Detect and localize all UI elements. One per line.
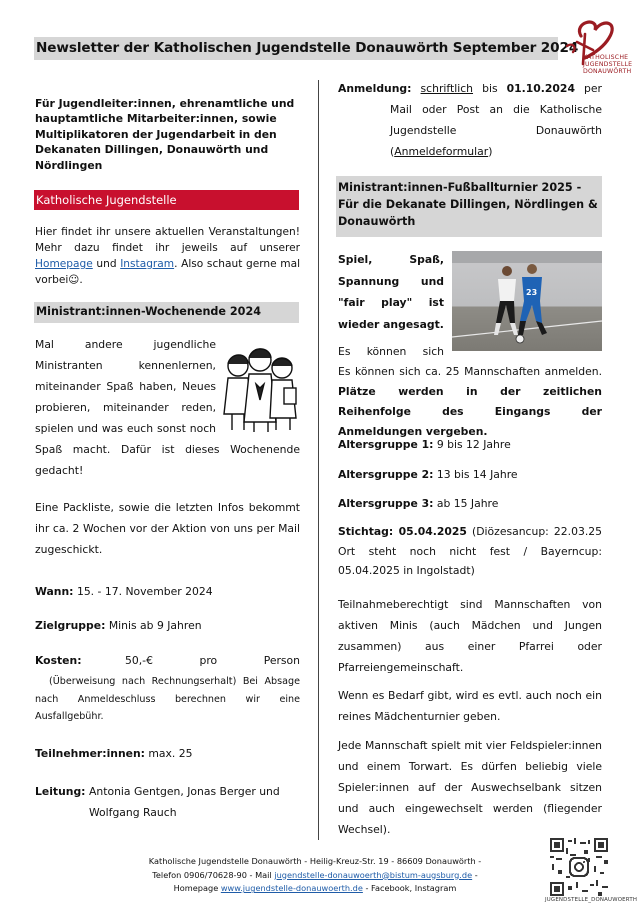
altersgruppe-3: Altersgruppe 3: ab 15 Jahre — [338, 497, 499, 510]
stichtag-text: Stichtag: 05.04.2025 (Diözesancup: 22.03.25 Ort steht noch nicht fest / Bayerncup: 05.04.2025 in Ingolstadt) — [338, 525, 602, 577]
section-heading-fussball: Ministrant:innen-Fußballturnier 2025 - Für die Dekanate Dillingen, Nördlingen & Donauwörth — [336, 176, 602, 237]
bedarf-text: Wenn es Bedarf gibt, wird es evtl. auch noch ein reines Mädchenturnier geben. — [338, 689, 602, 723]
logo-text: KATHOLISCHE JUGENDSTELLE DONAUWÖRTH — [583, 54, 633, 75]
teilnahme-text: Teilnahmeberechtigt sind Mannschaften von aktiven Minis (auch Mädchen und Jungen zusammen) aus einer Pfarrei oder Pfarreiengemeinschaft. — [338, 598, 602, 674]
homepage-link[interactable]: Homepage — [35, 258, 93, 270]
anmeldung-row: Anmeldung: schriftlich bis 01.10.2024 per — [338, 78, 602, 99]
qr-code-label: JUGENDSTELLE_DONAUWOERTH — [545, 897, 638, 903]
column-divider — [318, 80, 319, 840]
leitung-row: Leitung: Antonia Gentgen, Jonas Berger und Wolfgang Rauch — [35, 785, 280, 819]
footer-homepage-link[interactable]: www.jugendstelle-donauwoerth.de — [220, 883, 363, 894]
fussball-para-1: Spiel, Spaß, Spannung und "fair play" ist wieder angesagt. — [338, 253, 444, 331]
teilnehmer-row: Teilnehmer:innen: max. 25 — [35, 747, 193, 760]
page-title: Newsletter der Katholischen Jugendstelle Donauwörth September 2024 — [34, 37, 558, 60]
footer-email-link[interactable]: jugendstelle-donauwoerth@bistum-augsburg.de — [274, 869, 473, 880]
fussball-para-2-lead: Es können sich — [338, 345, 444, 358]
intro-text: Für Jugendleiter:innen, ehrenamtliche und hauptamtliche Mitarbeiter:innen, sowie Multiplikatoren der Jugendarbeit in den Dekanaten Dillingen, Donauwörth und Nördlingen — [35, 97, 295, 172]
wann-row: Wann: 15. - 17. November 2024 — [35, 585, 213, 598]
schriftlich-link[interactable]: schriftlich — [420, 82, 474, 95]
fussball-para-2: Es können sich Es können sich ca. 25 Mannschaften anmelden. Plätze werden in der zeitlichen Reihenfolge des Eingangs der Anmeldungen vergeben. — [338, 342, 602, 442]
zielgruppe-row: Zielgruppe: Minis ab 9 Jahren — [35, 619, 202, 632]
altersgruppe-2: Altersgruppe 2: 13 bis 14 Jahre — [338, 468, 518, 481]
anmeldeformular-link[interactable]: Anmeldeformular — [394, 145, 489, 158]
kosten-note: (Überweisung nach Rechnungserhalt) Bei Absage nach Anmeldeschluss berechnen wir eine Ausfallgebühr. — [35, 676, 300, 722]
kosten-row: Kosten: 50,-€ pro Person — [35, 654, 300, 667]
section-heading-wochenende: Ministrant:innen-Wochenende 2024 — [34, 302, 299, 323]
jersey-number: 23 — [526, 288, 538, 297]
football-players-icon — [452, 251, 602, 351]
ministranten-illustration-icon — [222, 344, 300, 434]
section-heading-jugendstelle: Katholische Jugendstelle — [34, 190, 299, 210]
instagram-link[interactable]: Instagram — [120, 258, 175, 270]
qr-code-icon[interactable] — [550, 838, 608, 896]
altersgruppe-1: Altersgruppe 1: 9 bis 12 Jahre — [338, 438, 511, 451]
anmeldung-text: Mail oder Post an die Katholische Jugendstelle Donauwörth (Anmeldeformular) — [390, 103, 602, 158]
footer: Katholische Jugendstelle Donauwörth - Heilig-Kreuz-Str. 19 - 86609 Donauwörth - Telefon 0906/70628-90 - Mail jugendstelle-donauwoerth@bistum-augsburg.de - Homepage www.jugendstelle-donauwoerth.de - Facebook, Instagram — [148, 856, 482, 894]
jugendstelle-text: Hier findet ihr unsere aktuellen Veranstaltungen! Mehr dazu findet ihr jeweils auf unserer Homepage und Instagram. Also schaut gerne mal vorbei☺. — [35, 226, 301, 286]
football-photo — [452, 251, 602, 351]
wochenende-para-1: Mal andere jugendliche Ministranten kennenlernen, miteinander Spaß haben, Neues probieren, miteinander reden, spielen und was euch sonst noch Spaß macht. Dafür ist dieses Wochenende gedacht! — [35, 338, 300, 477]
wochenende-para-2: Eine Packliste, sowie die letzten Infos bekommt ihr ca. 2 Wochen vor der Aktion von uns per Mail zugeschickt. — [35, 501, 300, 556]
mannschaft-text: Jede Mannschaft spielt mit vier Feldspieler:innen und einem Torwart. Es dürfen beliebig viele Spieler:innen auf der Auswechselbank sitzen und auch eingewechselt werden (fliegender Wechsel). — [338, 739, 602, 836]
jugendstelle-logo — [559, 16, 637, 78]
